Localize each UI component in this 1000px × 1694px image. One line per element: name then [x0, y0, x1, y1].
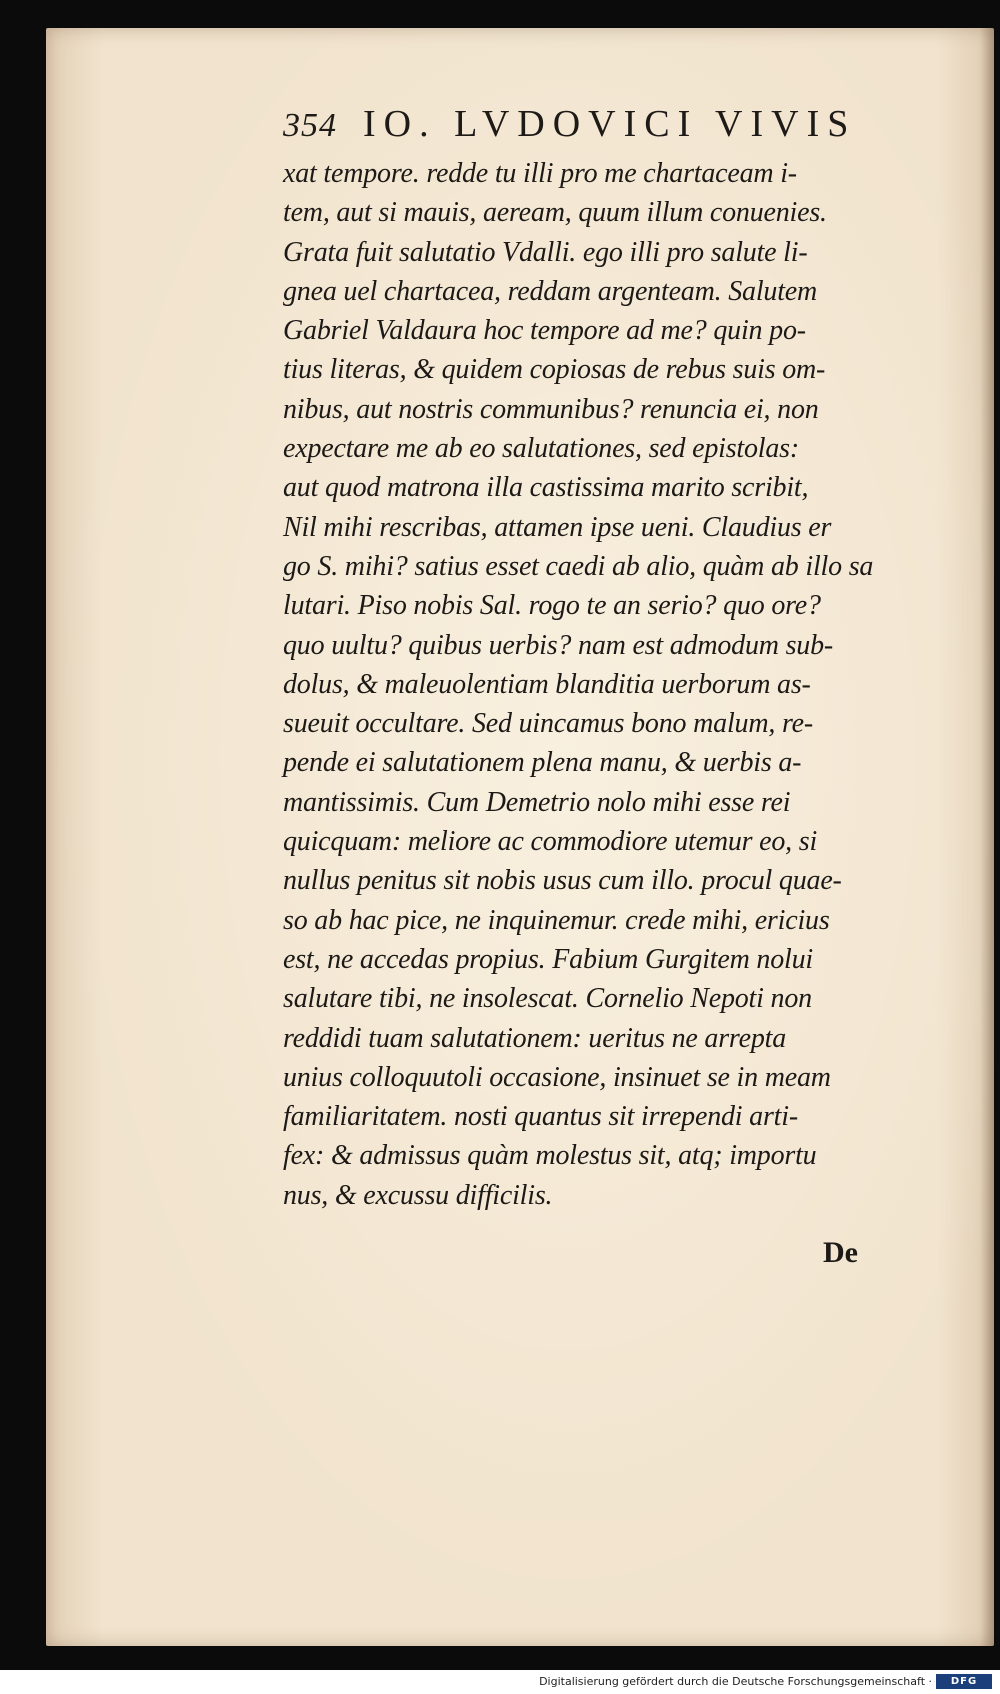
text-line: familiaritatem. nosti quantus sit irrependi arti- [283, 1101, 798, 1133]
text-line: mantissimis. Cum Demetrio nolo mihi esse rei [283, 786, 791, 818]
catchword: De [823, 1236, 858, 1269]
text-line: Nil mihi rescribas, attamen ipse ueni. Claudius er [283, 511, 832, 543]
page-edge-shadow [980, 28, 994, 1646]
text-line: quicquam: meliore ac commodiore utemur eo, si [283, 826, 818, 858]
text-line: Grata fuit salutatio Vdalli. ego illi pro salute li- [283, 236, 808, 268]
text-line: expectare me ab eo salutationes, sed epistolas: [283, 433, 799, 465]
text-line: go S. mihi? satius esset caedi ab alio, quàm ab illo sa [283, 550, 874, 582]
running-title: IO. LVDOVICI VIVIS [363, 103, 857, 145]
text-line: reddidi tuam salutationem: ueritus ne arrepta [283, 1022, 786, 1054]
text-line: dolus, & maleuolentiam blanditia uerborum as- [283, 668, 811, 700]
text-line: xat tempore. redde tu illi pro me chartaceam i- [283, 158, 797, 189]
running-head [283, 102, 883, 158]
text-line: sueuit occultare. Sed uincamus bono malum, re- [283, 708, 813, 740]
text-line: salutare tibi, ne insolescat. Cornelio Nepoti non [283, 983, 812, 1015]
text-line: nullus penitus sit nobis usus cum illo. procul quae- [283, 865, 842, 897]
page-number: 354 [283, 107, 337, 144]
text-line: unius colloquutoli occasione, insinuet se in meam [283, 1061, 831, 1093]
text-line: Gabriel Valdaura hoc tempore ad me? quin po- [283, 315, 806, 347]
funding-note: Digitalisierung gefördert durch die Deutsche Forschungsgemeinschaft · [539, 1675, 932, 1688]
text-line: gnea uel chartacea, reddam argenteam. Salutem [283, 275, 818, 307]
text-line: nus, & excussu difficilis. [283, 1179, 553, 1211]
text-line: tius literas, & quidem copiosas de rebus suis om- [283, 354, 826, 386]
dfg-logo: DFG [936, 1674, 992, 1689]
text-line: aut quod matrona illa castissima marito scribit, [283, 472, 809, 504]
text-line: fex: & admissus quàm molestus sit, atq; importu [283, 1140, 817, 1172]
text-line: nibus, aut nostris communibus? renuncia ei, non [283, 393, 819, 425]
text-line: quo uultu? quibus uerbis? nam est admodum sub- [283, 629, 834, 661]
text-line: est, ne accedas propius. Fabium Gurgitem nolui [283, 943, 813, 975]
text-line: pende ei salutationem plena manu, & uerbis a- [283, 747, 802, 779]
text-line: lutari. Piso nobis Sal. rogo te an serio? quo ore? [283, 590, 821, 622]
body-text [283, 154, 883, 1215]
text-line: so ab hac pice, ne inquinemur. crede mihi, ericius [283, 904, 830, 936]
text-line: tem, aut si mauis, aeream, quum illum conuenies. [283, 197, 827, 229]
